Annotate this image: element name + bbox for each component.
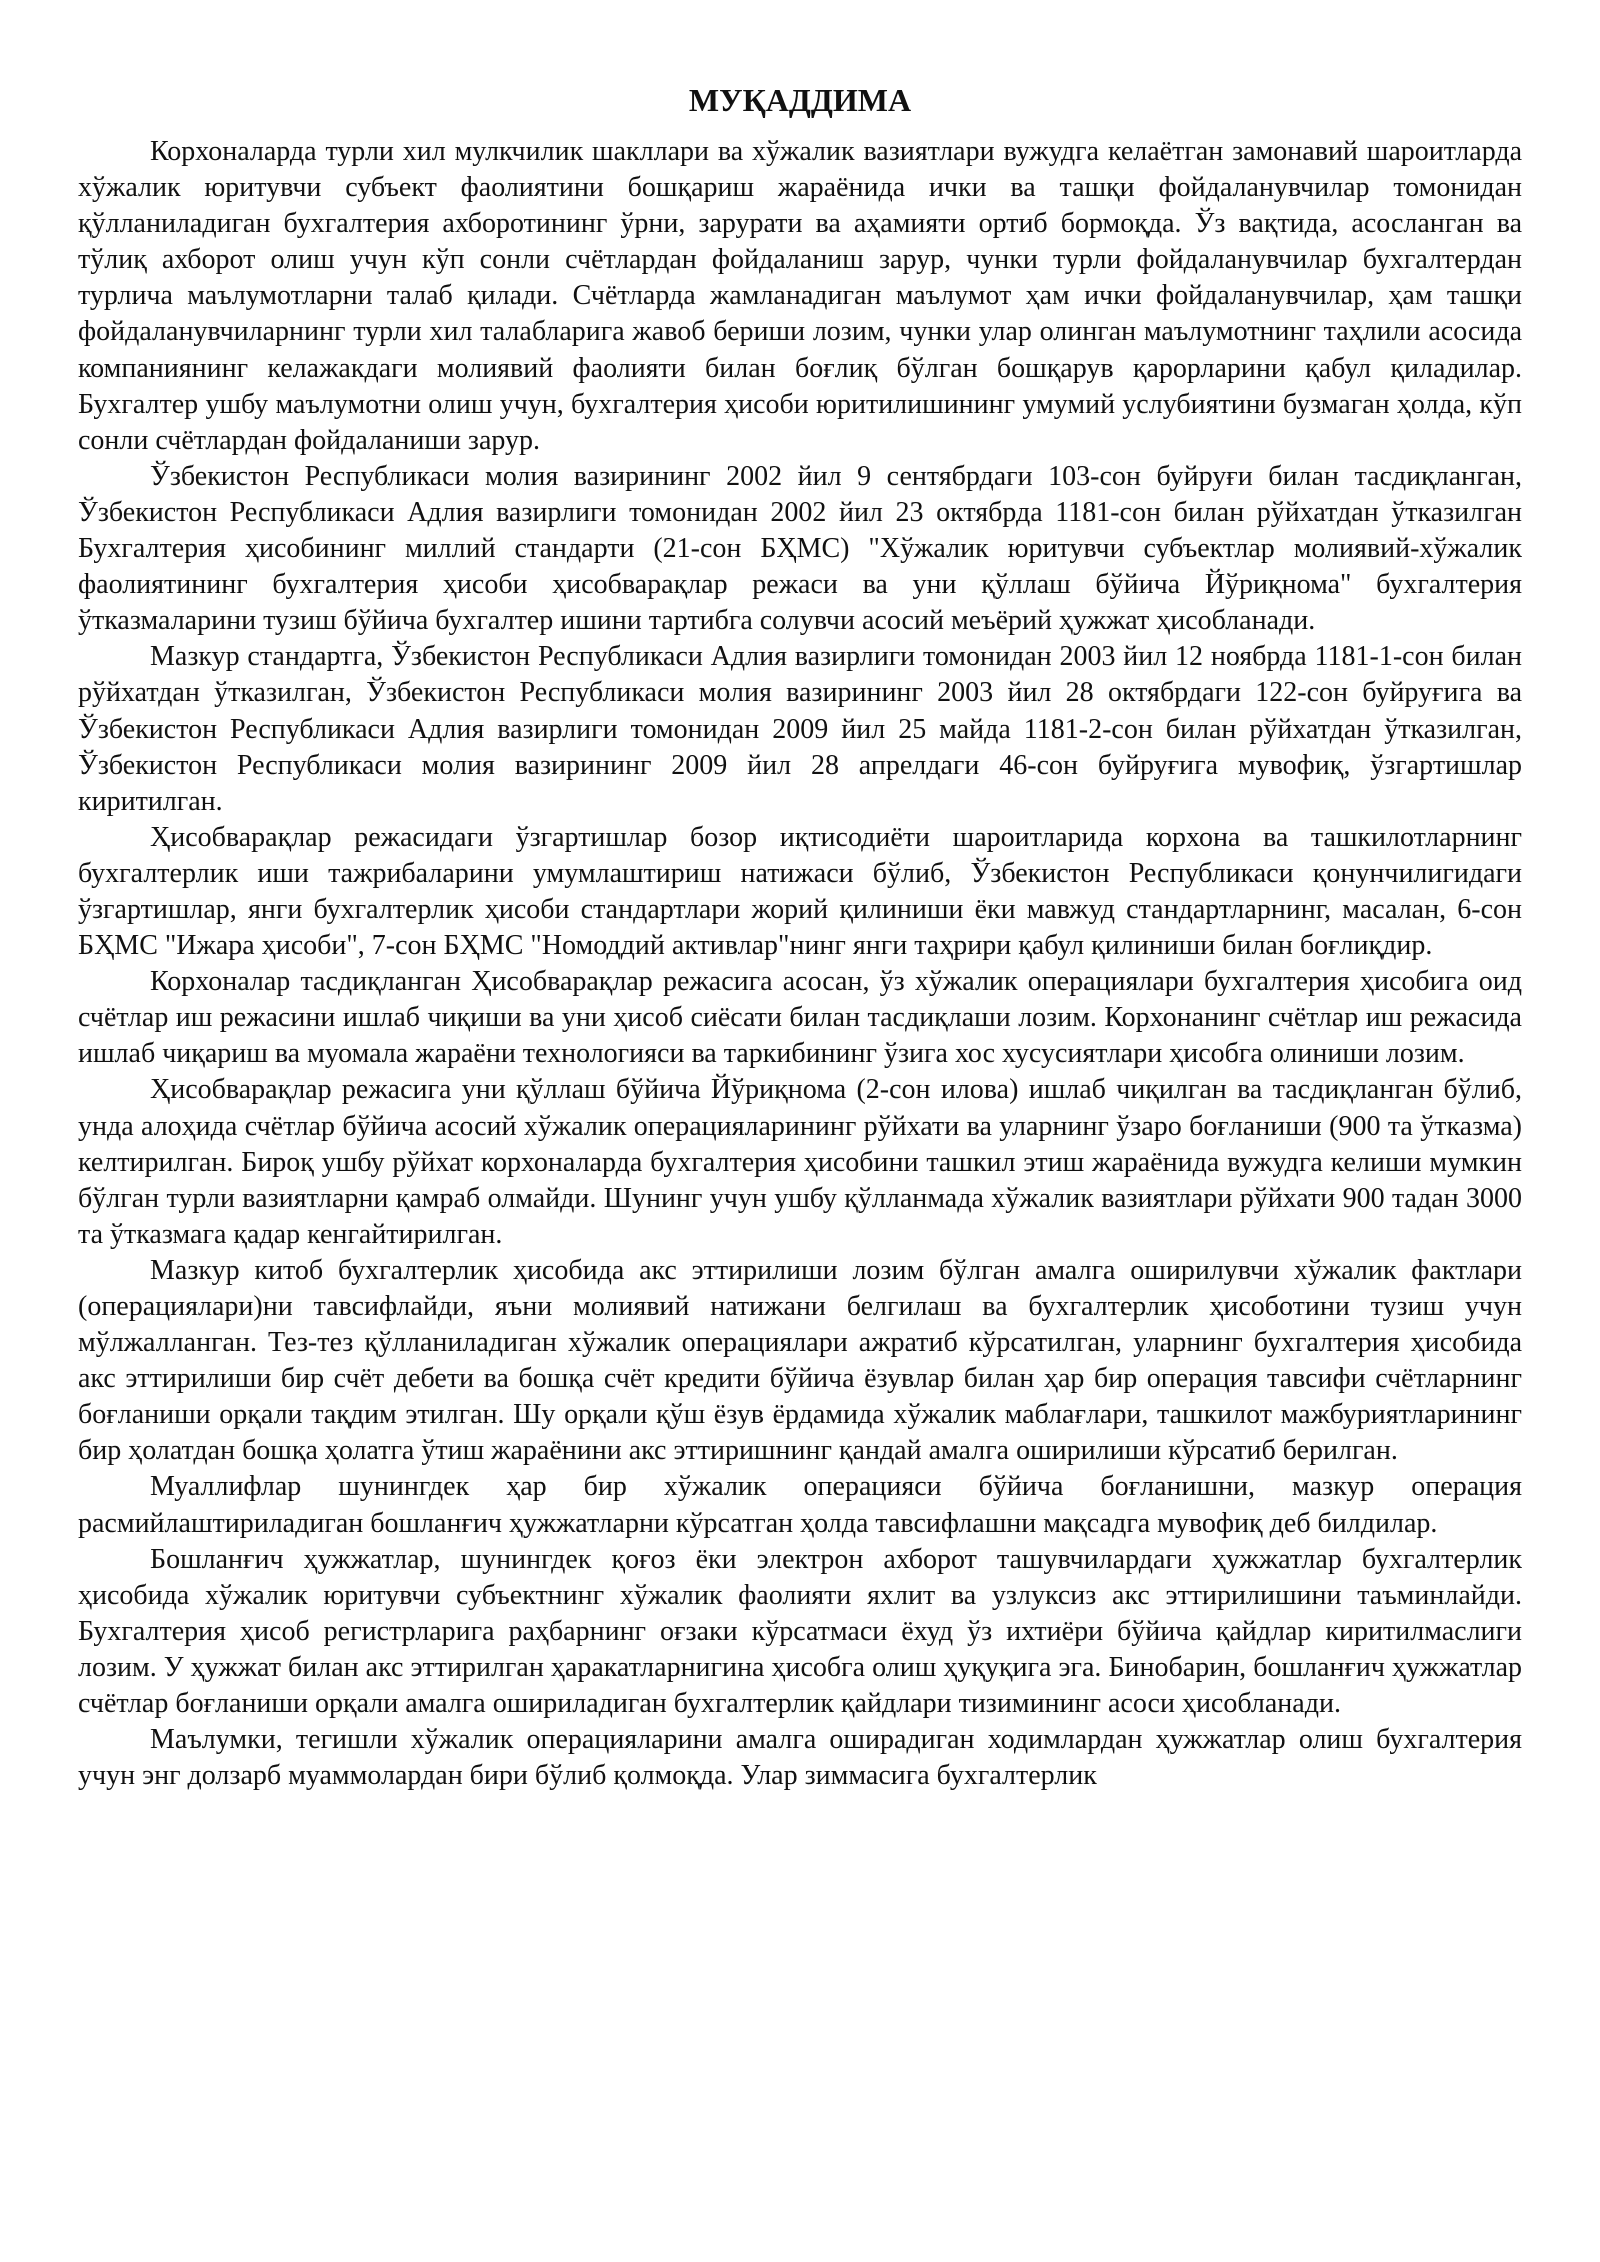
paragraph: Бошланғич ҳужжатлар, шунингдек қоғоз ёки электрон ахборот ташувчилардаги ҳужжатлар бухгалтерлик ҳисобида хўжалик юритувчи субъектнинг хўжалик фаолияти яхлит ва узлуксиз акс эттирилишини таъминлайди. Бухгалтерия ҳисоб регистрларига раҳбарнинг оғзаки кўрсатмаси ёхуд ўз ихтиёри бўйича қайдлар киритилмаслиги лозим. У ҳужжат билан акс эттирилган ҳаракатларнигина ҳисобга олиш ҳуқуқига эга. Бинобарин, бошланғич ҳужжатлар счётлар боғланиши орқали амалга ошириладиган бухгалтерлик қайдлари тизимининг асоси ҳисобланади. — [78, 1543, 1522, 1720]
paragraph: Ўзбекистон Республикаси молия вазирининг 2002 йил 9 сентябрдаги 103-сон буйруғи билан тасдиқланган, Ўзбекистон Республикаси Адлия вазирлиги томонидан 2002 йил 23 октябрда 1181-сон билан рўйхатдан ўтказилган Бухгалтерия ҳисобининг миллий стандарти (21-сон БҲМС) "Хўжалик юритувчи субъектлар молиявий-хўжалик фаолиятининг бухгалтерия ҳисоби ҳисобварақлар режаси ва уни қўллаш бўйича Йўриқнома" бухгалтерия ўтказмаларини тузиш бўйича бухгалтер ишини тартибга солувчи асосий меъёрий ҳужжат ҳисобланади. — [78, 460, 1522, 637]
paragraph: Мазкур китоб бухгалтерлик ҳисобида акс эттирилиши лозим бўлган амалга оширилувчи хўжалик фактлари (операциялари)ни тавсифлайди, яъни молиявий натижани белгилаш ва бухгалтерлик ҳисоботини тузиш учун мўлжалланган. Тез-тез қўлланиладиган хўжалик операциялари ажратиб кўрсатилган, уларнинг бухгалтерия ҳисобида акс эттирилиши бир счёт дебети ва бошқа счёт кредити бўйича ёзувлар билан ҳар бир операция тавсифи счётларнинг боғланиши орқали тақдим этилган. Шу орқали қўш ёзув ёрдамида хўжалик маблағлари, ташкилот мажбуриятларининг бир ҳолатдан бошқа ҳолатга ўтиш жараёнини акс эттиришнинг қандай амалга оширилиши кўрсатиб берилган. — [78, 1254, 1522, 1467]
paragraph: Корхоналарда турли хил мулкчилик шакллари ва хўжалик вазиятлари вужудга келаётган замонавий шароитларда хўжалик юритувчи субъект фаолиятини бошқариш жараёнида ички ва ташқи фойдаланувчилар томонидан қўлланиладиган бухгалтерия ахборотининг ўрни, зарурати ва аҳамияти ортиб бормоқда. Ўз вақтида, асосланган ва тўлиқ ахборот олиш учун кўп сонли счётлардан фойдаланиш зарур, чунки турли фойдаланувчилар бухгалтердан турлича маълумотларни талаб қилади. Счётларда жамланадиган маълумот ҳам ички фойдаланувчилар, ҳам ташқи фойдаланувчиларнинг турли хил талабларига жавоб бериши лозим, чунки улар олинган маълумотнинг таҳлили асосида компаниянинг келажакдаги молиявий фаолияти билан боғлиқ бўлган бошқарув қарорларини қабул қиладилар. Бухгалтер ушбу маълумотни олиш учун, бухгалтерия ҳисоби юритилишининг умумий услубиятини бузмаган ҳолда, кўп сонли счётлардан фойдаланиши зарур. — [78, 136, 1522, 456]
paragraph: Мазкур стандартга, Ўзбекистон Республикаси Адлия вазирлиги томонидан 2003 йил 12 ноябрда 1181-1-сон билан рўйхатдан ўтказилган, Ўзбекистон Республикаси молия вазирининг 2003 йил 28 октябрдаги 122-сон буйруғига ва Ўзбекистон Республикаси Адлия вазирлиги томонидан 2009 йил 25 майда 1181-2-сон билан рўйхатдан ўтказилган, Ўзбекистон Республикаси молия вазирининг 2009 йил 28 апрелдаги 46-сон буйруғига мувофиқ, ўзгартишлар киритилган. — [78, 641, 1522, 817]
paragraph: Ҳисобварақлар режасига уни қўллаш бўйича Йўриқнома (2-сон илова) ишлаб чиқилган ва тасдиқланган бўлиб, унда алоҳида счётлар бўйича асосий хўжалик операцияларининг рўйхати ва уларнинг ўзаро боғланиши (900 та ўтказма) келтирилган. Бироқ ушбу рўйхат корхоналарда бухгалтерия ҳисобини ташкил этиш жараёнида вужудга келиши мумкин бўлган турли вазиятларни қамраб олмайди. Шунинг учун ушбу қўлланмада хўжалик вазиятлари рўйхати 900 тадан 3000 та ўтказмага қадар кенгайтирилган. — [78, 1074, 1522, 1250]
document-body — [78, 134, 1522, 1794]
page-title: МУҚАДДИМА — [688, 82, 912, 118]
paragraph: Ҳисобварақлар режасидаги ўзгартишлар бозор иқтисодиёти шароитларида корхона ва ташкилотларнинг бухгалтерлик иши тажрибаларини умумлаштириш натижаси бўлиб, Ўзбекистон Республикаси қонунчилигидаги ўзгартишлар, янги бухгалтерлик ҳисоби стандартлари жорий қилиниши ёки мавжуд стандартларнинг, масалан, 6-сон БҲМС "Ижара ҳисоби", 7-сон БҲМС "Номоддий активлар"нинг янги таҳрири қабул қилиниши билан боғлиқдир. — [78, 821, 1522, 962]
paragraph: Маълумки, тегишли хўжалик операцияларини амалга оширадиган ходимлардан ҳужжатлар олиш бухгалтерия учун энг долзарб муаммолардан бири бўлиб қолмоқда. Улар зиммасига бухгалтерлик — [78, 1724, 1522, 1792]
paragraph: Корхоналар тасдиқланган Ҳисобварақлар режасига асосан, ўз хўжалик операциялари бухгалтерия ҳисобига оид счётлар иш режасини ишлаб чиқиши ва уни ҳисоб сиёсати билан тасдиқлаши лозим. Корхонанинг счётлар иш режасида ишлаб чиқариш ва муомала жараёни технологияси ва таркибининг ўзига хос хусусиятлари ҳисобга олиниши лозим. — [78, 966, 1522, 1070]
paragraph: Муаллифлар шунингдек ҳар бир хўжалик операцияси бўйича боғланишни, мазкур операция расмийлаштириладиган бошланғич ҳужжатларни кўрсатган ҳолда тавсифлашни мақсадга мувофиқ деб билдилар. — [78, 1471, 1522, 1539]
